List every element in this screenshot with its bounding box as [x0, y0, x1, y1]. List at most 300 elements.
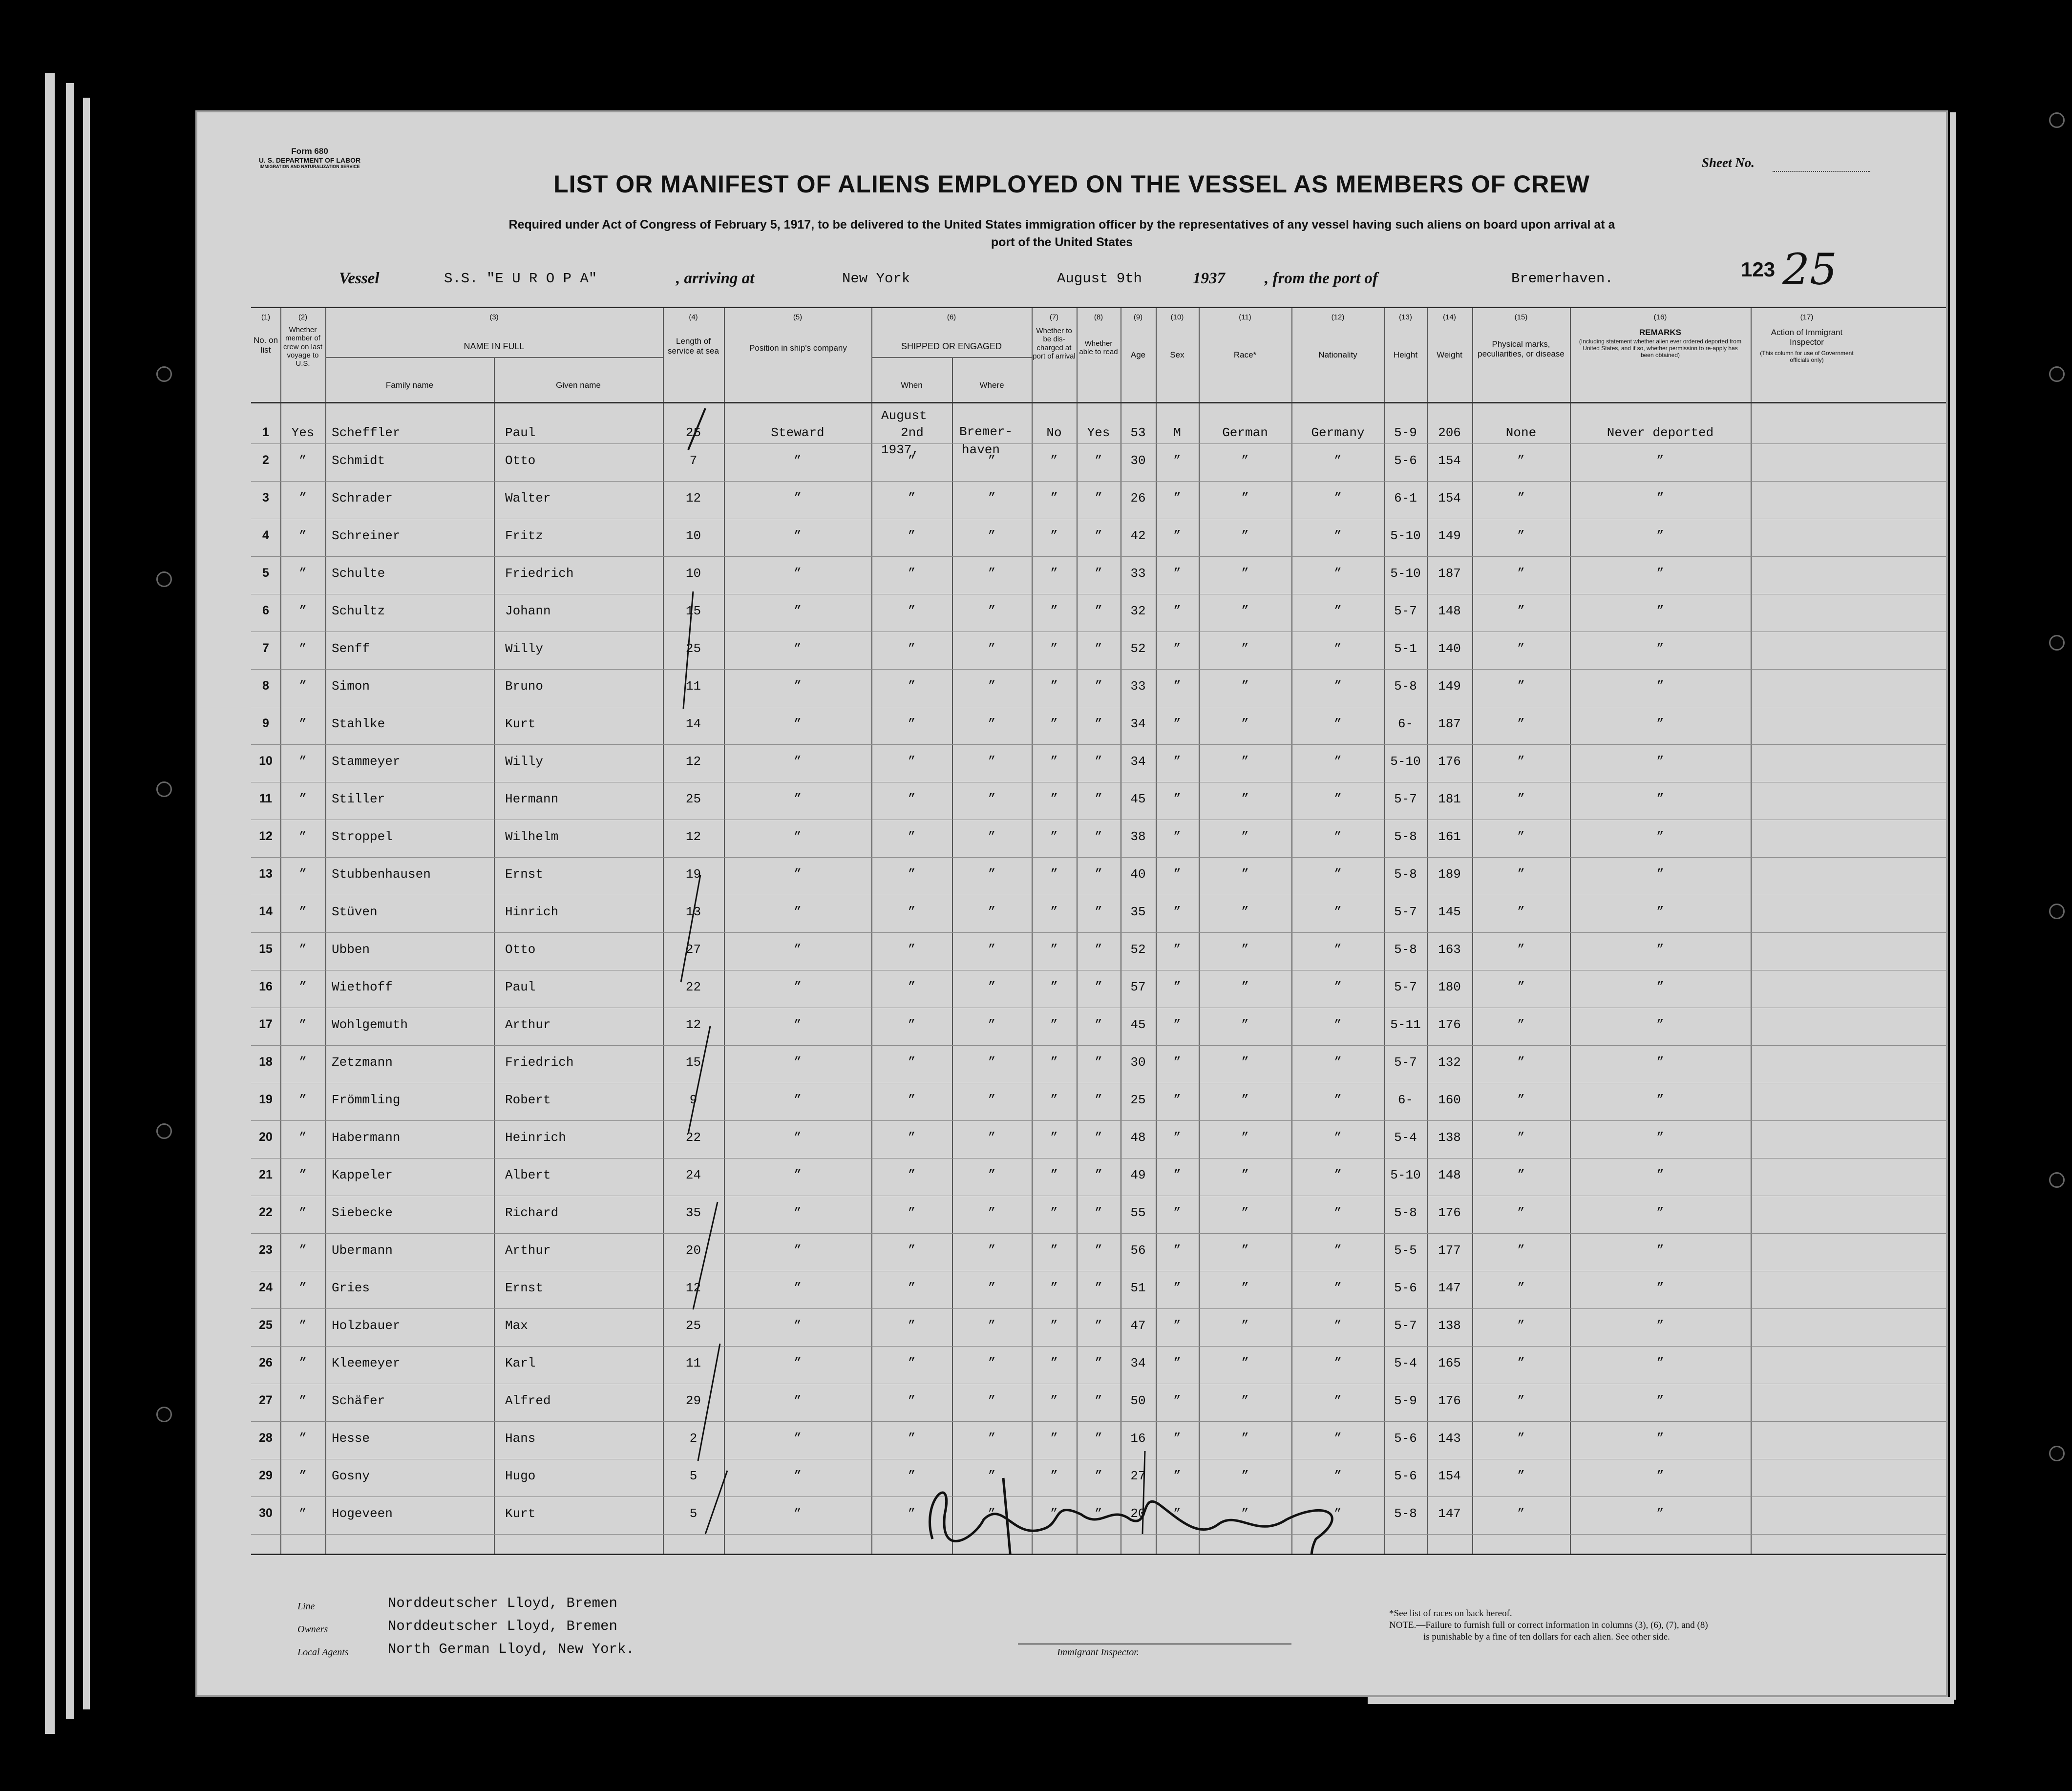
col-head-inspector: Action of Immigrant Inspector: [1771, 328, 1843, 347]
row-number: 1: [262, 425, 269, 439]
shipped-when-line-1: August: [881, 408, 927, 423]
family-name-cell: Simon: [332, 679, 370, 694]
discharged-cell: ”: [1050, 754, 1058, 769]
nationality-cell: ”: [1334, 716, 1342, 731]
sex-cell: ”: [1173, 754, 1181, 769]
remarks-cell: ”: [1656, 1393, 1664, 1408]
service-length-cell: 25: [685, 792, 701, 806]
family-name-cell: Gosny: [332, 1469, 370, 1483]
last-voyage-cell: ”: [299, 528, 307, 543]
service-name: IMMIGRATION AND NATURALIZATION SERVICE: [259, 164, 360, 169]
col-head-service: Length of service at sea: [668, 337, 719, 356]
position-cell: ”: [794, 1168, 802, 1182]
position-cell: ”: [794, 528, 802, 543]
service-length-cell: 2: [689, 1431, 698, 1446]
binder-hole: [2049, 1172, 2065, 1188]
subtitle-line-1: Required under Act of Congress of February 5, 1917, to be delivered to the United States immigration officer by the representatives of any vessel having such aliens on board upon arrival at a: [508, 218, 1615, 232]
nationality-cell: ”: [1334, 867, 1342, 882]
binder-hole: [156, 366, 172, 382]
from-port: Bremerhaven.: [1511, 271, 1613, 287]
last-voyage-cell: ”: [299, 491, 307, 506]
family-name-cell: Schrader: [332, 491, 393, 506]
able-to-read-cell: ”: [1095, 942, 1102, 957]
last-voyage-cell: ”: [299, 792, 307, 806]
given-name-cell: Bruno: [505, 679, 544, 694]
weight-cell: 165: [1438, 1356, 1461, 1370]
weight-cell: 138: [1438, 1318, 1461, 1333]
height-cell: 5-8: [1394, 679, 1417, 694]
position-cell: ”: [794, 980, 802, 994]
shipped-when-cell: ”: [908, 604, 916, 618]
remarks-cell: ”: [1656, 453, 1664, 468]
position-cell: ”: [794, 1356, 802, 1370]
height-cell: 5-8: [1394, 1205, 1417, 1220]
height-cell: 6-: [1397, 1093, 1414, 1107]
height-cell: 5-7: [1394, 1318, 1417, 1333]
page-edge-bottom: [1368, 1697, 1954, 1704]
binder-hole: [2049, 1446, 2065, 1461]
sex-cell: ”: [1173, 1130, 1181, 1145]
form-number: Form 680: [291, 147, 328, 156]
age-cell: 38: [1130, 829, 1146, 844]
remarks-cell: ”: [1656, 867, 1664, 882]
nationality-cell: ”: [1334, 829, 1342, 844]
shipped-where-cell: ”: [988, 1318, 996, 1333]
discharged-cell: ”: [1050, 905, 1058, 919]
remarks-cell: ”: [1656, 1168, 1664, 1182]
inspector-signature: [974, 1478, 1011, 1554]
able-to-read-cell: ”: [1095, 1356, 1102, 1370]
shipped-when-cell: ”: [908, 1469, 916, 1483]
able-to-read-cell: Yes: [1087, 425, 1110, 440]
remarks-cell: ”: [1656, 528, 1664, 543]
shipped-where-cell: ”: [988, 528, 996, 543]
given-name-cell: Fritz: [505, 528, 544, 543]
owners-label: Owners: [297, 1624, 328, 1635]
race-cell: ”: [1241, 453, 1249, 468]
service-length-cell: 12: [685, 754, 701, 769]
nationality-cell: ”: [1334, 641, 1342, 656]
age-cell: 57: [1130, 980, 1146, 994]
given-name-cell: Hermann: [505, 792, 559, 806]
weight-cell: 187: [1438, 716, 1461, 731]
position-cell: ”: [794, 453, 802, 468]
shipped-when-cell: ”: [908, 641, 916, 656]
age-cell: 45: [1130, 792, 1146, 806]
given-name-cell: Hans: [505, 1431, 536, 1446]
nationality-cell: ”: [1334, 1281, 1342, 1295]
col-head-inspector-note: (This column for use of Government officials only): [1760, 350, 1854, 363]
position-cell: ”: [794, 754, 802, 769]
race-cell: ”: [1241, 1093, 1249, 1107]
given-name-cell: Paul: [505, 980, 536, 994]
remarks-cell: ”: [1656, 716, 1664, 731]
inspector-signature: [1287, 1510, 1350, 1554]
row-number: 7: [262, 641, 269, 655]
age-cell: 50: [1130, 1393, 1146, 1408]
race-cell: ”: [1241, 1469, 1249, 1483]
col-num: (13): [1399, 313, 1412, 321]
race-cell: ”: [1241, 1506, 1249, 1521]
age-cell: 47: [1130, 1318, 1146, 1333]
discharged-cell: ”: [1050, 792, 1058, 806]
col-head-discharged: Whether to be dis-charged at port of arrival: [1033, 327, 1076, 360]
able-to-read-cell: ”: [1095, 1205, 1102, 1220]
tick-mark: [683, 591, 693, 709]
shipped-where-cell: ”: [988, 867, 996, 882]
col-head-race: Race*: [1233, 350, 1257, 359]
row-number: 8: [262, 679, 269, 693]
position-cell: ”: [794, 1431, 802, 1446]
family-name-cell: Schreiner: [332, 528, 401, 543]
discharged-cell: ”: [1050, 679, 1058, 694]
col-num: (9): [1133, 313, 1143, 321]
given-name-cell: Ernst: [505, 1281, 544, 1295]
given-name-cell: Kurt: [505, 1506, 536, 1521]
discharged-cell: ”: [1050, 1205, 1058, 1220]
given-name-cell: Hugo: [505, 1469, 536, 1483]
family-name-cell: Ubben: [332, 942, 370, 957]
able-to-read-cell: ”: [1095, 754, 1102, 769]
shipped-when-cell: ”: [908, 716, 916, 731]
height-cell: 5-8: [1394, 1506, 1417, 1521]
shipped-where-cell: ”: [988, 905, 996, 919]
row-number: 14: [259, 905, 273, 918]
row-number: 11: [259, 792, 273, 805]
arrival-year: 1937: [1193, 270, 1225, 287]
nationality-cell: ”: [1334, 528, 1342, 543]
sex-cell: ”: [1173, 1017, 1181, 1032]
binder-hole: [156, 1407, 172, 1422]
able-to-read-cell: ”: [1095, 566, 1102, 581]
position-cell: ”: [794, 1243, 802, 1258]
family-name-cell: Kleemeyer: [332, 1356, 401, 1370]
given-name-cell: Ernst: [505, 867, 544, 882]
shipped-where-cell: ”: [988, 792, 996, 806]
shipped-where-cell: ”: [988, 1093, 996, 1107]
discharged-cell: ”: [1050, 1130, 1058, 1145]
discharged-cell: ”: [1050, 1506, 1058, 1521]
col-num: (5): [793, 313, 803, 321]
height-cell: 5-9: [1394, 425, 1417, 440]
sex-cell: ”: [1173, 1356, 1181, 1370]
col-num: (6): [947, 313, 956, 321]
discharged-cell: ”: [1050, 980, 1058, 994]
weight-cell: 189: [1438, 867, 1461, 882]
shipped-when-cell: ”: [908, 980, 916, 994]
race-cell: ”: [1241, 980, 1249, 994]
form-identifier: [246, 147, 373, 169]
nationality-cell: ”: [1334, 1055, 1342, 1070]
physical-marks-cell: ”: [1517, 1243, 1525, 1258]
remarks-cell: ”: [1656, 942, 1664, 957]
inspector-label: Immigrant Inspector.: [1057, 1647, 1139, 1658]
able-to-read-cell: ”: [1095, 491, 1102, 506]
position-cell: ”: [794, 1205, 802, 1220]
remarks-cell: ”: [1656, 641, 1664, 656]
weight-cell: 177: [1438, 1243, 1461, 1258]
discharged-cell: ”: [1050, 1469, 1058, 1483]
vessel-label: Vessel: [339, 270, 380, 287]
owners-value: Norddeutscher Lloyd, Bremen: [388, 1618, 617, 1634]
given-name-cell: Kurt: [505, 716, 536, 731]
row-number: 24: [259, 1281, 273, 1294]
remarks-cell: ”: [1656, 1093, 1664, 1107]
height-cell: 5-6: [1394, 1431, 1417, 1446]
position-cell: ”: [794, 1093, 802, 1107]
shipped-when-cell: ”: [908, 942, 916, 957]
family-name-cell: Siebecke: [332, 1205, 393, 1220]
manifest-page: [197, 112, 1946, 1695]
binder-hole: [156, 571, 172, 587]
row-number: 25: [259, 1318, 273, 1332]
sex-cell: ”: [1173, 528, 1181, 543]
position-cell: ”: [794, 829, 802, 844]
able-to-read-cell: ”: [1095, 1130, 1102, 1145]
shipped-where-cell: ”: [988, 1168, 996, 1182]
shipped-when-cell: ”: [908, 829, 916, 844]
service-length-cell: 25: [685, 425, 701, 440]
last-voyage-cell: ”: [299, 604, 307, 618]
given-name-cell: Paul: [505, 425, 536, 440]
shipped-where-line-2: haven: [962, 442, 1000, 457]
col-head-no: No. on list: [253, 336, 278, 355]
shipped-where-cell: ”: [988, 453, 996, 468]
height-cell: 5-8: [1394, 867, 1417, 882]
weight-cell: 187: [1438, 566, 1461, 581]
shipped-where-cell: ”: [988, 754, 996, 769]
last-voyage-cell: ”: [299, 1281, 307, 1295]
remarks-cell: ”: [1656, 905, 1664, 919]
race-cell: ”: [1241, 754, 1249, 769]
service-length-cell: 14: [685, 716, 701, 731]
family-name-cell: Scheffler: [332, 425, 401, 440]
physical-marks-cell: ”: [1517, 754, 1525, 769]
shipped-when-cell: ”: [908, 792, 916, 806]
vessel-name: S.S. "E U R O P A": [444, 271, 597, 287]
height-cell: 5-10: [1390, 528, 1421, 543]
height-cell: 5-10: [1390, 1168, 1421, 1182]
weight-cell: 154: [1438, 491, 1461, 506]
shipped-when-cell: ”: [908, 1356, 916, 1370]
race-cell: ”: [1241, 942, 1249, 957]
family-name-cell: Holzbauer: [332, 1318, 401, 1333]
col-num: (8): [1094, 313, 1103, 321]
age-cell: 25: [1130, 1093, 1146, 1107]
race-cell: German: [1222, 425, 1268, 440]
family-name-cell: Senff: [332, 641, 370, 656]
given-name-cell: Otto: [505, 942, 536, 957]
shipped-when-line-2: 2nd: [901, 425, 924, 440]
service-length-cell: 20: [685, 1243, 701, 1258]
race-cell: ”: [1241, 1393, 1249, 1408]
col-num: (2): [298, 313, 308, 321]
sex-cell: ”: [1173, 491, 1181, 506]
height-cell: 5-8: [1394, 942, 1417, 957]
vessel-line: [197, 270, 1858, 299]
nationality-cell: ”: [1334, 1431, 1342, 1446]
able-to-read-cell: ”: [1095, 1017, 1102, 1032]
sex-cell: ”: [1173, 1431, 1181, 1446]
last-voyage-cell: ”: [299, 716, 307, 731]
physical-marks-cell: ”: [1517, 867, 1525, 882]
shipped-where-cell: ”: [988, 641, 996, 656]
weight-cell: 147: [1438, 1281, 1461, 1295]
nationality-cell: ”: [1334, 1506, 1342, 1521]
races-note: *See list of races on back hereof.: [1389, 1608, 1512, 1619]
race-cell: ”: [1241, 1243, 1249, 1258]
remarks-cell: ”: [1656, 1469, 1664, 1483]
weight-cell: 180: [1438, 980, 1461, 994]
given-name-cell: Johann: [505, 604, 551, 618]
given-name-cell: Heinrich: [505, 1130, 566, 1145]
sex-cell: ”: [1173, 641, 1181, 656]
binder-hole: [156, 781, 172, 797]
remarks-cell: Never deported: [1607, 425, 1714, 440]
col-num: (17): [1800, 313, 1814, 321]
given-name-cell: Richard: [505, 1205, 559, 1220]
weight-cell: 154: [1438, 1469, 1461, 1483]
race-cell: ”: [1241, 679, 1249, 694]
col-num: (7): [1049, 313, 1059, 321]
able-to-read-cell: ”: [1095, 716, 1102, 731]
sex-cell: ”: [1173, 1393, 1181, 1408]
remarks-cell: ”: [1656, 1205, 1664, 1220]
height-cell: 5-11: [1390, 1017, 1421, 1032]
department-name: U. S. DEPARTMENT OF LABOR: [258, 156, 361, 164]
race-cell: ”: [1241, 1205, 1249, 1220]
position-cell: ”: [794, 679, 802, 694]
binder-hole: [2049, 904, 2065, 919]
remarks-cell: ”: [1656, 679, 1664, 694]
sex-cell: M: [1173, 425, 1181, 440]
shipped-where-cell: ”: [988, 1393, 996, 1408]
race-cell: ”: [1241, 1055, 1249, 1070]
physical-marks-cell: ”: [1517, 679, 1525, 694]
nationality-cell: ”: [1334, 1243, 1342, 1258]
position-cell: ”: [794, 1055, 802, 1070]
physical-marks-cell: ”: [1517, 905, 1525, 919]
binder-hole: [2049, 366, 2065, 382]
discharged-cell: ”: [1050, 453, 1058, 468]
nationality-cell: ”: [1334, 491, 1342, 506]
sex-cell: ”: [1173, 1469, 1181, 1483]
service-length-cell: 29: [685, 1393, 701, 1408]
height-cell: 5-1: [1394, 641, 1417, 656]
shipped-when-line-3: 1937,: [881, 442, 920, 457]
sex-cell: ”: [1173, 1281, 1181, 1295]
from-port-label: , from the port of: [1265, 270, 1378, 287]
tick-mark: [681, 875, 700, 982]
bracket-mark: [1142, 1451, 1145, 1534]
remarks-cell: ”: [1656, 566, 1664, 581]
given-name-cell: Friedrich: [505, 1055, 574, 1070]
weight-cell: 140: [1438, 641, 1461, 656]
able-to-read-cell: ”: [1095, 1318, 1102, 1333]
service-length-cell: 11: [685, 1356, 701, 1370]
family-name-cell: Stroppel: [332, 829, 393, 844]
shipped-where-cell: ”: [988, 716, 996, 731]
sex-cell: ”: [1173, 942, 1181, 957]
sex-cell: ”: [1173, 679, 1181, 694]
service-length-cell: 22: [685, 980, 701, 994]
col-head-weight: Weight: [1437, 350, 1462, 359]
binder-hole: [2049, 635, 2065, 651]
nationality-cell: ”: [1334, 1205, 1342, 1220]
given-name-cell: Robert: [505, 1093, 551, 1107]
last-voyage-cell: ”: [299, 905, 307, 919]
service-length-cell: 10: [685, 528, 701, 543]
physical-marks-cell: ”: [1517, 566, 1525, 581]
position-cell: ”: [794, 491, 802, 506]
row-number: 12: [259, 829, 273, 843]
height-cell: 5-7: [1394, 905, 1417, 919]
height-cell: 5-10: [1390, 754, 1421, 769]
position-cell: ”: [794, 716, 802, 731]
row-number: 13: [259, 867, 273, 881]
col-num: (14): [1443, 313, 1456, 321]
age-cell: 20: [1130, 1506, 1146, 1521]
height-cell: 6-: [1397, 716, 1414, 731]
col-head-age: Age: [1130, 350, 1146, 359]
shipped-when-cell: ”: [908, 1205, 916, 1220]
race-cell: ”: [1241, 1130, 1249, 1145]
able-to-read-cell: ”: [1095, 829, 1102, 844]
family-name-cell: Ubermann: [332, 1243, 393, 1258]
tick-mark: [693, 1202, 718, 1309]
shipped-where-cell: ”: [988, 604, 996, 618]
weight-cell: 163: [1438, 942, 1461, 957]
age-cell: 56: [1130, 1243, 1146, 1258]
height-cell: 5-8: [1394, 829, 1417, 844]
shipped-when-cell: ”: [908, 1055, 916, 1070]
line-label: Line: [297, 1601, 315, 1612]
age-cell: 34: [1130, 754, 1146, 769]
last-voyage-cell: ”: [299, 1205, 307, 1220]
tick-mark: [705, 1471, 727, 1534]
col-num: (16): [1653, 313, 1667, 321]
row-number: 28: [259, 1431, 273, 1445]
position-cell: ”: [794, 1469, 802, 1483]
service-length-cell: 12: [685, 829, 701, 844]
physical-marks-cell: ”: [1517, 1130, 1525, 1145]
shipped-where-cell: ”: [988, 1205, 996, 1220]
row-number: 30: [259, 1506, 273, 1520]
weight-cell: 161: [1438, 829, 1461, 844]
col-head-name: NAME IN FULL: [464, 341, 525, 351]
fine-note-2: is punishable by a fine of ten dollars for each alien. See other side.: [1423, 1632, 1670, 1642]
physical-marks-cell: ”: [1517, 1431, 1525, 1446]
tick-mark: [688, 1026, 710, 1134]
col-num: (12): [1331, 313, 1345, 321]
agents-value: North German Lloyd, New York.: [388, 1641, 634, 1657]
weight-cell: 145: [1438, 905, 1461, 919]
physical-marks-cell: ”: [1517, 1093, 1525, 1107]
remarks-cell: ”: [1656, 1506, 1664, 1521]
stamped-number: 123: [1741, 258, 1776, 281]
remarks-cell: ”: [1656, 1318, 1664, 1333]
shipped-where-cell: ”: [988, 942, 996, 957]
able-to-read-cell: ”: [1095, 792, 1102, 806]
discharged-cell: ”: [1050, 491, 1058, 506]
race-cell: ”: [1241, 641, 1249, 656]
sex-cell: ”: [1173, 1205, 1181, 1220]
family-name-cell: Hogeveen: [332, 1506, 393, 1521]
discharged-cell: ”: [1050, 1393, 1058, 1408]
discharged-cell: ”: [1050, 867, 1058, 882]
weight-cell: 176: [1438, 1017, 1461, 1032]
remarks-cell: ”: [1656, 1243, 1664, 1258]
